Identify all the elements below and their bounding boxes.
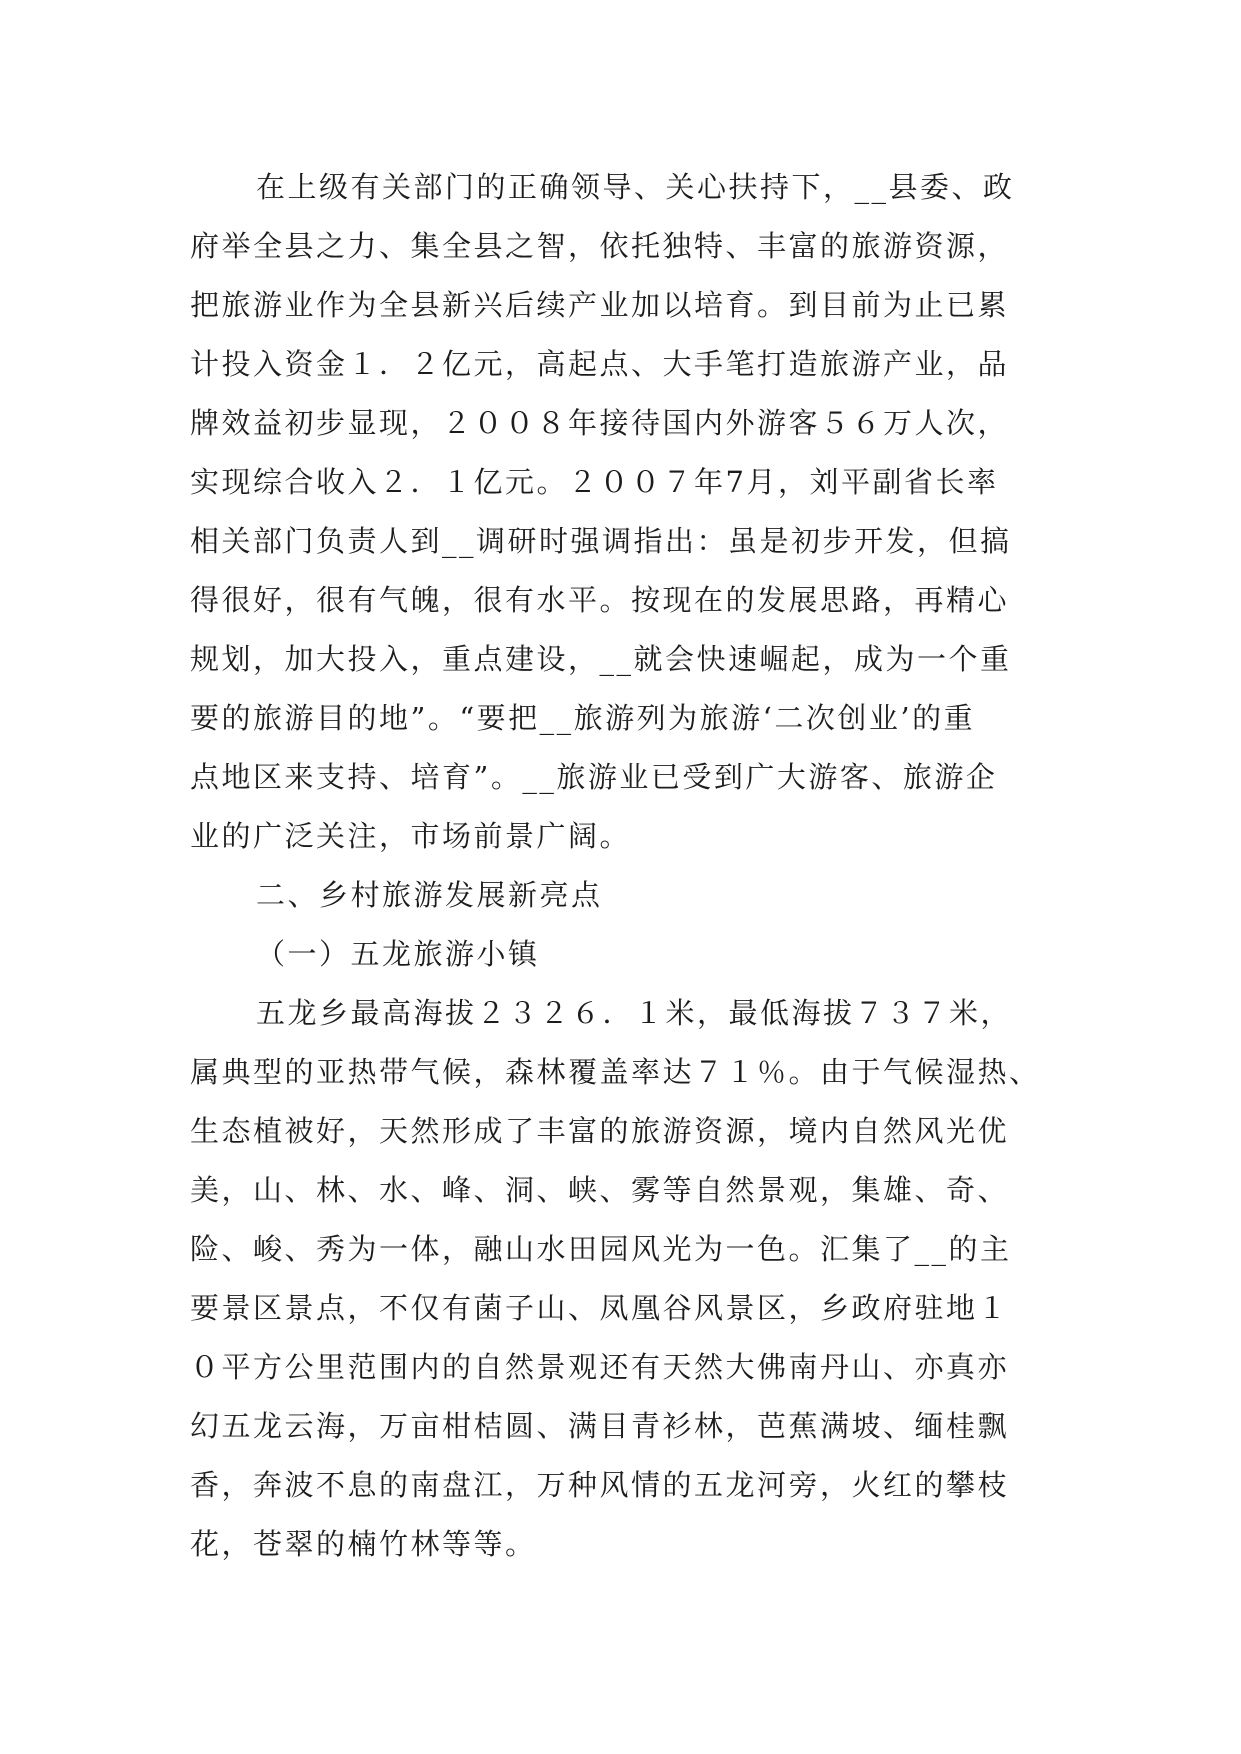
text-line: 业的广泛关注，市场前景广阔。 xyxy=(190,819,632,853)
text-line: 点地区来支持、培育”。__旅游业已受到广大游客、旅游企 xyxy=(190,760,998,794)
text-line: 规划，加大投入，重点建设，__就会快速崛起，成为一个重 xyxy=(190,642,1012,676)
text-line: 府举全县之力、集全县之智，依托独特、丰富的旅游资源， xyxy=(190,229,1010,263)
text-line: 险、峻、秀为一体，融山水田园风光为一色。汇集了__的主 xyxy=(190,1232,1012,1266)
document-body xyxy=(190,158,1070,1574)
text-line: 在上级有关部门的正确领导、关心扶持下，__县委、政 xyxy=(256,170,1015,204)
paragraph-wulong-town xyxy=(190,984,1070,1574)
text-line: 要景区景点，不仅有菌子山、凤凰谷风景区，乡政府驻地１ xyxy=(190,1291,1010,1325)
text-line: 牌效益初步显现，２００８年接待国内外游客５６万人次， xyxy=(190,406,1010,440)
section-heading: 二、乡村旅游发展新亮点 xyxy=(256,878,603,912)
text-line: 香，奔波不息的南盘江，万种风情的五龙河旁，火红的攀枝 xyxy=(190,1468,1010,1502)
text-line: ０平方公里范围内的自然景观还有天然大佛南丹山、亦真亦 xyxy=(190,1350,1010,1384)
text-line: 五龙乡最高海拔２３２６．１米，最低海拔７３７米， xyxy=(256,996,1013,1030)
paragraph-tourism-overview xyxy=(190,158,1070,866)
text-line: 属典型的亚热带气候，森林覆盖率达７１％。由于气候湿热、 xyxy=(190,1055,1041,1089)
text-line: 计投入资金１．２亿元，高起点、大手笔打造旅游产业，品 xyxy=(190,347,1010,381)
text-line: 幻五龙云海，万亩柑桔圆、满目青衫林，芭蕉满坡、缅桂飘 xyxy=(190,1409,1010,1443)
text-line: 得很好，很有气魄，很有水平。按现在的发展思路，再精心 xyxy=(190,583,1010,617)
text-line: 美，山、林、水、峰、洞、峡、雾等自然景观，集雄、奇、 xyxy=(190,1173,1010,1207)
subsection-heading: （一）五龙旅游小镇 xyxy=(256,937,540,971)
text-line: 把旅游业作为全县新兴后续产业加以培育。到目前为止已累 xyxy=(190,288,1010,322)
text-line: 花，苍翠的楠竹林等等。 xyxy=(190,1527,537,1561)
text-line: 相关部门负责人到__调研时强调指出：虽是初步开发，但搞 xyxy=(190,524,1012,558)
text-line: 实现综合收入２．１亿元。２００７年7月，刘平副省长率 xyxy=(190,465,999,499)
text-line: 要的旅游目的地”。“要把__旅游列为旅游‘二次创业’的重 xyxy=(190,701,976,735)
text-line: 生态植被好，天然形成了丰富的旅游资源，境内自然风光优 xyxy=(190,1114,1010,1148)
